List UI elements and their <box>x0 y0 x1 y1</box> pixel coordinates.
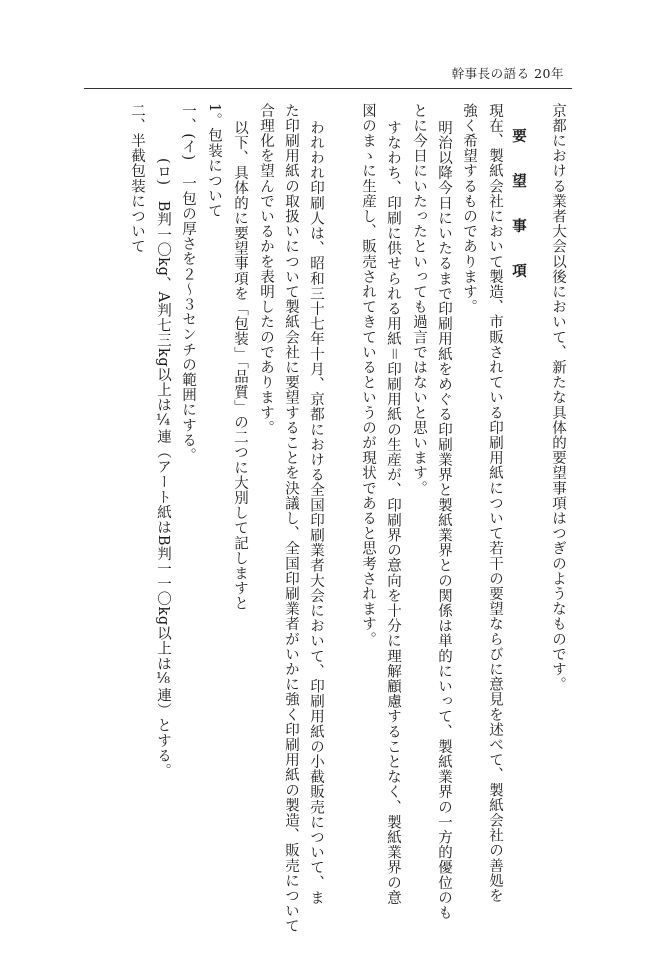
text-column: (ロ) B判一〇kg、A判七三kg以上は¼連（アート紙はB判一一〇kg以上は⅛連）とする。 <box>155 158 171 779</box>
text-column: 1。包装について <box>206 103 222 219</box>
text-column: とに今日にいたったといっても過言ではないと思います。 <box>411 103 427 496</box>
running-header: 幹事長の語る 20年 <box>451 66 564 81</box>
text-column: 以下、具体的に要望事項を「包装」「品質」の二つに大別して記しますと <box>232 120 248 612</box>
section-heading: 要 望 事 項 <box>510 128 527 286</box>
text-column: 明治以降今日にいたるまで印刷用紙をめぐる印刷業界と製紙業界との関係は単的にいって、製紙業界の一方的優位のも <box>436 120 452 921</box>
text-column: た印刷用紙の取扱いについて製紙会社に要望することを決議し、全国印刷業者がいかに強く印刷用紙の製造、販売について <box>283 103 299 934</box>
text-column: すなわち、印刷に供せられる用紙＝印刷用紙の生産が、印刷界の意向を十分に理解顧慮することなく、製紙業界の意 <box>385 120 401 906</box>
text-column: 図のまゝに生産し、販売されてきているというのが現状であると思考されます。 <box>360 103 376 647</box>
text-column: 現在、製紙会社において製造、市販されている印刷用紙について若干の要望ならびに意見を述べて、製紙会社の善処を <box>487 103 503 904</box>
text-column: 京都における業者大会以後において、新たな具体的要望事項はつぎのようなものです。 <box>550 103 566 692</box>
text-column: 一、(イ) 一包の厚さを２～３センチの範囲にする。 <box>180 103 196 463</box>
text-column: われわれ印刷人は、昭和三十七年十月、京都における全国印刷業者大会において、印刷用紙の小截販売について、ま <box>308 120 324 906</box>
text-column: 二、半截包装について <box>129 103 145 254</box>
text-column: 強く希望するものであります。 <box>461 103 477 315</box>
text-column: 合理化を望んでいるかを表明したのであります。 <box>258 103 274 436</box>
header-rule <box>84 88 572 89</box>
